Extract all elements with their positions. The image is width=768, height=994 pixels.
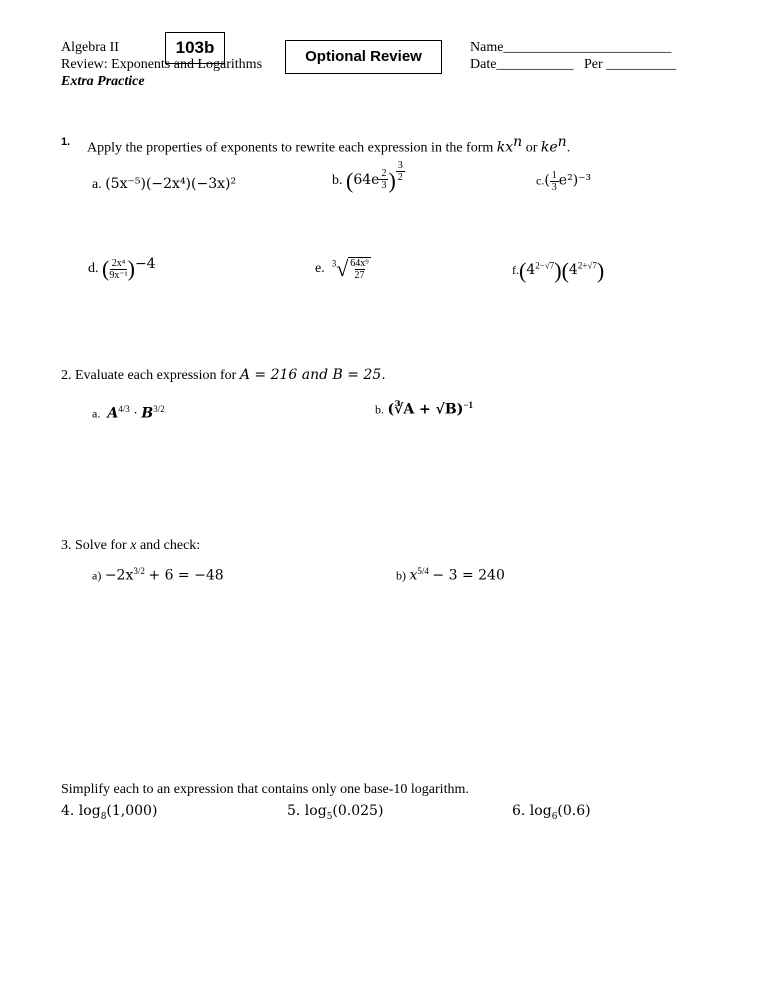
label: b) xyxy=(396,568,406,583)
or-text: or xyxy=(525,140,538,156)
label: 6. log xyxy=(512,803,552,819)
fraction-numerator: 2x⁴ xyxy=(111,257,126,269)
problem-2b xyxy=(375,400,473,419)
fraction-denominator: 27 xyxy=(354,270,365,281)
dot: · xyxy=(133,406,138,422)
problem-6 xyxy=(512,803,591,822)
problem-1c: c.( $\frac{1}{3}$ e²)⁻³ xyxy=(536,170,592,193)
label: a. xyxy=(92,406,101,421)
problem-2a xyxy=(92,404,165,423)
question-prompt: 3. Solve for xyxy=(61,538,127,553)
problem-3b xyxy=(396,566,505,585)
problem-3a xyxy=(92,566,224,585)
exponent: 4/3 xyxy=(118,404,130,414)
question-prompt: 2. Evaluate each expression for xyxy=(61,368,237,383)
expression: x xyxy=(409,567,418,584)
date-field: Date___________ xyxy=(470,57,574,72)
exponent: −1 xyxy=(463,400,473,410)
exponent: −4 xyxy=(134,256,156,272)
fraction-numerator: 64x⁹ xyxy=(350,258,369,269)
label: b. xyxy=(375,402,384,417)
question-prompt: and check: xyxy=(139,538,201,553)
problem-4 xyxy=(61,803,157,822)
fraction-denominator: 9x⁻¹ xyxy=(109,269,128,281)
question-number: 1. xyxy=(61,136,71,148)
expression: 4 xyxy=(568,262,578,279)
label: a) xyxy=(92,568,102,583)
exponent: 3/2 xyxy=(133,566,145,576)
worksheet-page: Algebra II Review: Exponents and Logarithms Extra Practice 103b Optional Review Name________________________ Date___________ Per __________ 1. Apply the properties of exponents to rewrite each expression in the form $kx^n$ or $ke^n$. a. (5x⁻⁵)(−2x⁴)(−3x)² b. (64e $\frac{2}{3}$ ) $\frac{3}{2}$ c.( $\frac{1}{3}$ e²)⁻³ d. ( $\frac{\text{2x⁴}}{\text{9x⁻¹}}$ )$^{-4}$ e. $^3$√ $\frac{\text{64x⁹}}{27}$ $f.(4^{2-√7})(4^{2+√7})$ 2. Evaluate each expression for A = 216 and B = 25. a. $A^{4/3} \cdot B^{3/2}$ b. (∛A + √B)$^{-1}$ 3. Solve for x and check: $a) -2x^{3/2} + 6 = -48$ b) $x^{5/4} - 3 = 240$ Simplify each to an expression that contains only one base-10 logarithm. 4. $\log_8(1,000)$ 5. $\log_5(0.025)$ 6. $\log_6(0.6)$ xyxy=(0,0,768,994)
label: f. xyxy=(512,263,519,278)
problem-1b: b. (64e $\frac{2}{3}$ ) $\frac{3}{2}$ xyxy=(332,160,403,193)
problem-1d: d. ( $\frac{\text{2x⁴}}{\text{9x⁻¹}}$ )$^{-4}$ xyxy=(88,256,156,281)
extra-practice-label: Extra Practice xyxy=(61,74,145,89)
variable: x xyxy=(130,538,137,553)
fraction-numerator: 2 xyxy=(381,168,387,179)
expression: + 6 = −48 xyxy=(148,567,224,584)
log-argument: (0.025) xyxy=(332,803,384,819)
label: 4. log xyxy=(61,803,101,819)
problem-1a xyxy=(92,176,236,193)
variable: B xyxy=(141,405,154,422)
expression: e²)⁻³ xyxy=(558,172,592,189)
expression: 4 xyxy=(526,262,536,279)
radical-icon: √ xyxy=(336,256,349,281)
name-field: Name________________________ xyxy=(470,40,672,55)
fraction-numerator: 3 xyxy=(397,160,403,171)
log-base: 8 xyxy=(100,811,107,822)
fraction-denominator: 3 xyxy=(381,180,387,191)
period-field: Per __________ xyxy=(584,57,677,72)
exponent: n xyxy=(557,134,567,150)
variable: A xyxy=(107,405,119,422)
label: a. xyxy=(92,177,102,192)
fraction-denominator: 2 xyxy=(397,172,403,183)
exponent: 3/2 xyxy=(153,404,165,414)
expression: 64e xyxy=(353,172,380,189)
optional-review-box: Optional Review xyxy=(285,40,442,74)
section-prompt: Simplify each to an expression that contains only one base-10 logarithm. xyxy=(61,782,469,797)
problem-5 xyxy=(287,803,383,822)
question-prompt: Apply the properties of exponents to rewrite each expression in the form xyxy=(87,140,494,156)
log-base: 5 xyxy=(326,811,333,822)
exponent: 2−√7 xyxy=(535,260,555,271)
label: c. xyxy=(536,173,545,188)
exponent: 2+√7 xyxy=(577,260,597,271)
expression: − 3 = 240 xyxy=(432,567,505,584)
fraction-numerator: 1 xyxy=(551,170,557,181)
label: d. xyxy=(88,261,99,277)
expression: −2x xyxy=(104,567,134,584)
exponent: n xyxy=(513,134,523,150)
expression: (5x⁻⁵)(−2x⁴)(−3x)² xyxy=(105,176,237,192)
label: 5. log xyxy=(287,803,327,819)
label: b. xyxy=(332,173,343,189)
root-index: 3 xyxy=(331,258,337,269)
exponent: 5/4 xyxy=(417,566,429,576)
log-argument: (0.6) xyxy=(557,803,591,819)
form-ken: ke xyxy=(540,139,558,156)
log-argument: (1,000) xyxy=(106,803,158,819)
fraction-denominator: 3 xyxy=(551,182,557,193)
code-box: 103b xyxy=(165,32,225,64)
form-kxn: kx xyxy=(496,139,514,156)
log-base: 6 xyxy=(551,811,558,822)
problem-1e xyxy=(315,256,371,282)
expression: (∛A + √B) xyxy=(387,401,464,418)
label: e. xyxy=(315,261,325,277)
condition: A = 216 and B = 25. xyxy=(239,367,386,383)
course-title: Algebra II xyxy=(61,40,119,55)
worksheet-subtitle: Review: Exponents and Logarithms xyxy=(61,57,263,72)
problem-1f: $f.(4^{2-√7})(4^{2+√7})$ xyxy=(512,258,605,283)
